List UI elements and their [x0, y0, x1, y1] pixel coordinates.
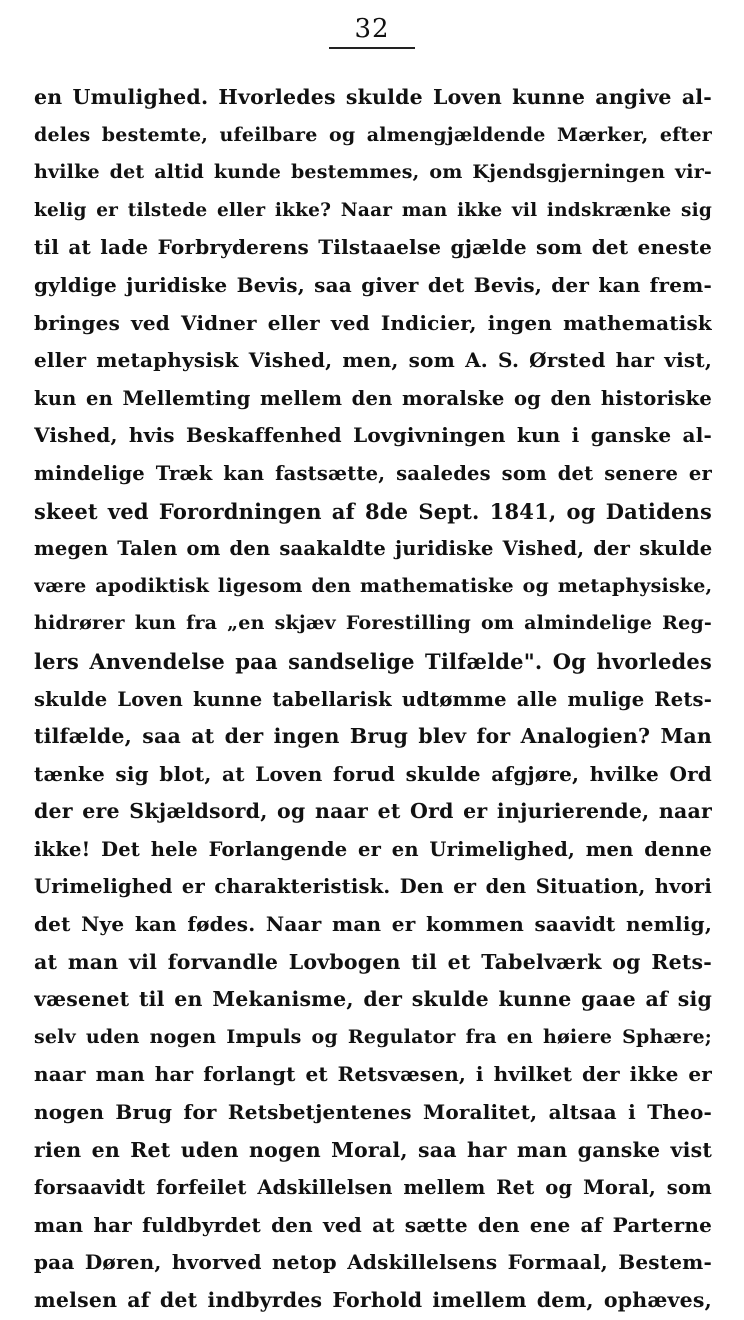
text-line: hidrører kun fra „en skjæv Forestilling om almindelige Reg-	[34, 612, 712, 635]
text-line: det Nye kan fødes. Naar man er kommen saavidt nemlig,	[34, 912, 712, 937]
text-line: kun en Mellemting mellem den moralske og den historiske	[34, 386, 712, 410]
text-line: Vished, hvis Beskaffenhed Lovgivningen kun i ganske al-	[34, 423, 712, 448]
body-text	[34, 79, 712, 1320]
text-line: selv uden nogen Impuls og Regulator fra en høiere Sphære;	[34, 1025, 712, 1048]
text-line: deles bestemte, ufeilbare og almengjældende Mærker, efter	[34, 123, 712, 146]
text-line: gyldige juridiske Bevis, saa giver det Bevis, der kan frem-	[34, 272, 712, 297]
text-line: der ere Skjældsord, og naar et Ord er injurierende, naar	[34, 799, 712, 824]
text-line: til at lade Forbryderens Tilstaaelse gjælde som det eneste	[34, 235, 712, 260]
page-number: 32	[354, 14, 390, 44]
text-line: lers Anvendelse paa sandselige Tilfælde". Og hvorledes	[34, 648, 712, 674]
text-line: hvilke det altid kunde bestemmes, om Kjendsgjerningen vir-	[34, 161, 712, 184]
text-line: melsen af det indbyrdes Forhold imellem dem, ophæves,	[34, 1288, 712, 1312]
page-header	[0, 14, 744, 48]
text-line: kelig er tilstede eller ikke? Naar man ikke vil indskrænke sig	[34, 199, 712, 221]
text-line: tænke sig blot, at Loven forud skulde afgjøre, hvilke Ord	[34, 761, 712, 786]
text-line: bringes ved Vidner eller ved Indicier, ingen mathematisk	[34, 310, 712, 335]
text-line: at man vil forvandle Lovbogen til et Tabelværk og Rets-	[34, 949, 712, 974]
text-line: forsaavidt forfeilet Adskillelsen mellem Ret og Moral, som	[34, 1176, 712, 1200]
text-line: nogen Brug for Retsbetjentenes Moralitet, altsaa i Theo-	[34, 1100, 712, 1125]
text-line: skulde Loven kunne tabellarisk udtømme alle mulige Rets-	[34, 687, 712, 711]
text-line: væsenet til en Mekanisme, der skulde kunne gaae af sig	[34, 987, 712, 1012]
text-line: mindelige Træk kan fastsætte, saaledes som det senere er	[34, 461, 712, 485]
text-line: skeet ved Forordningen af 8de Sept. 1841, og Datidens	[34, 498, 712, 524]
text-line: Urimelighed er charakteristisk. Den er den Situation, hvori	[34, 875, 712, 899]
text-line: en Umulighed. Hvorledes skulde Loven kunne angive al-	[34, 85, 712, 109]
text-line: tilfælde, saa at der ingen Brug blev for Analogien? Man	[34, 724, 712, 749]
text-line: ikke! Det hele Forlangende er en Urimelighed, men denne	[34, 837, 712, 861]
text-line: man har fuldbyrdet den ved at sætte den ene af Parterne	[34, 1212, 712, 1237]
text-line: eller metaphysisk Vished, men, som A. S. Ørsted har vist,	[34, 348, 712, 373]
header-rule	[329, 47, 415, 49]
text-line: rien en Ret uden nogen Moral, saa har man ganske vist	[34, 1137, 712, 1162]
text-line: naar man har forlangt et Retsvæsen, i hvilket der ikke er	[34, 1062, 712, 1087]
text-line: megen Talen om den saakaldte juridiske Vished, der skulde	[34, 537, 712, 561]
text-line: paa Døren, hvorved netop Adskillelsens Formaal, Bestem-	[34, 1250, 712, 1275]
text-line: være apodiktisk ligesom den mathematiske og metaphysiske,	[34, 574, 712, 597]
